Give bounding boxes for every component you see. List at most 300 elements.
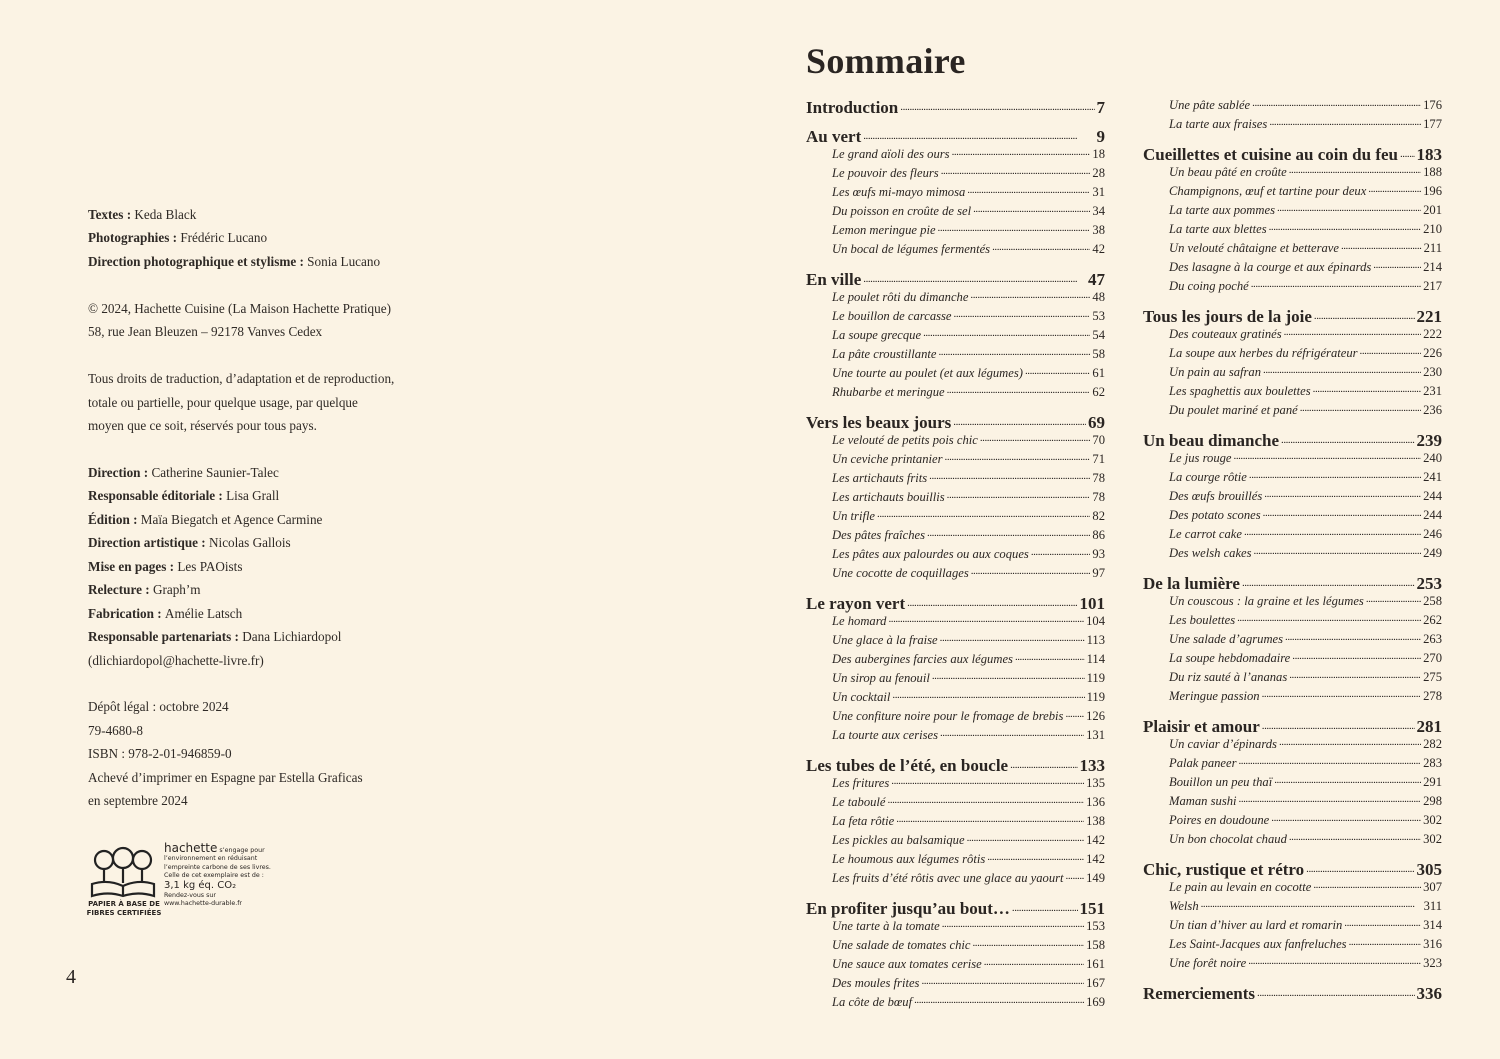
toc-entry[interactable] [806,450,1105,469]
toc-section [806,125,1105,259]
entry-page: 244 [1423,489,1442,503]
toc-entry[interactable] [1143,611,1442,630]
entry-title: Du coing poché [1169,279,1249,293]
entry-title: Un ceviche printanier [832,452,943,466]
dot-leader [973,936,1085,949]
toc-entry[interactable] [1143,258,1442,277]
toc-entry[interactable] [1143,735,1442,754]
entry-title: Meringue passion [1169,689,1260,703]
toc-entry[interactable] [806,812,1105,831]
credit-line [88,320,394,343]
entry-page: 97 [1092,566,1105,580]
dot-leader [1263,363,1421,376]
entry-page: 307 [1423,880,1442,894]
credit-label: Relecture : [88,582,153,598]
entry-title: Une confiture noire pour le fromage de brebis [832,709,1064,723]
entry-title: Le houmous aux légumes rôtis [832,852,986,866]
entry-page: 18 [1092,147,1105,161]
entry-title: La pâte croustillante [832,347,937,361]
dot-leader [1031,545,1091,558]
entry-page: 258 [1423,594,1442,608]
toc-section-heading[interactable] [806,592,1105,612]
entry-page: 226 [1423,346,1442,360]
entry-title: Les Saint-Jacques aux fanfreluches [1169,937,1347,951]
credit-value: moyen que ce soit, réservés pour tous pays. [88,418,317,434]
entry-title: La courge rôtie [1169,470,1247,484]
entry-title: Des welsh cakes [1169,546,1252,560]
entry-title: Du poisson en croûte de sel [832,204,972,218]
entry-title: Le jus rouge [1169,451,1232,465]
credits-block [88,203,394,813]
trees-book-icon [88,846,158,898]
dot-leader [1269,115,1421,128]
section-title: Les tubes de l’été, en boucle [806,756,1009,775]
toc-section [806,96,1105,116]
credit-label: Édition : [88,511,141,527]
dot-leader [1341,239,1422,252]
toc-entry[interactable] [1143,382,1442,401]
credit-line [88,695,394,718]
entry-title: Les fritures [832,776,890,790]
entry-page: 70 [1092,433,1105,447]
entry-page: 249 [1423,546,1442,560]
toc-entry[interactable] [806,183,1105,202]
entry-page: 31 [1092,185,1105,199]
dot-leader [1244,525,1421,538]
toc-entry[interactable] [1143,468,1442,487]
toc-entry[interactable] [806,202,1105,221]
toc-entry[interactable] [806,145,1105,164]
entry-title: Un pain au safran [1169,365,1262,379]
entry-title: Rhubarbe et meringue [832,385,945,399]
toc-section [1143,715,1442,849]
dot-leader [896,812,1084,825]
toc-entry[interactable] [806,545,1105,564]
section-page: 7 [1096,98,1105,117]
toc-section-heading[interactable] [806,125,1105,145]
toc-entry[interactable] [1143,630,1442,649]
toc-entry[interactable] [806,917,1105,936]
entry-page: 176 [1423,98,1442,112]
credit-value: Achevé d’imprimer en Espagne par Estella Graficas [88,769,363,785]
entry-page: 28 [1092,166,1105,180]
credit-label: Responsable éditoriale : [88,488,227,504]
toc-entry[interactable] [1143,544,1442,563]
toc-section [1143,982,1442,1002]
entry-title: Le bouillon de carcasse [832,309,952,323]
toc-entry[interactable] [806,869,1105,888]
entry-title: Bouillon un peu thaï [1169,775,1273,789]
entry-title: Une cocotte de coquillages [832,566,969,580]
toc-entry[interactable] [806,307,1105,326]
credit-line [88,508,394,531]
dot-leader [1251,277,1421,290]
credit-line [88,391,394,414]
entry-page: 42 [1092,242,1105,256]
toc-entry[interactable] [806,936,1105,955]
entry-title: Une forêt noire [1169,956,1247,970]
credit-line [88,766,394,789]
dot-leader [921,974,1084,987]
toc-entry[interactable] [1143,325,1442,344]
entry-title: Les œufs mi-mayo mimosa [832,185,966,199]
toc-section [806,268,1105,402]
toc-entry[interactable] [806,650,1105,669]
dot-leader [1289,830,1421,843]
section-page: 221 [1416,307,1442,326]
dot-leader [1248,954,1421,967]
section-page: 151 [1079,899,1105,918]
toc-entry[interactable] [806,707,1105,726]
entry-title: Des couteaux gratinés [1169,327,1282,341]
toc-entry[interactable] [806,326,1105,345]
toc-entry[interactable] [1143,182,1442,201]
toc-entry[interactable] [1143,449,1442,468]
hachette-logo: hachette [164,841,218,855]
toc-entry[interactable] [806,564,1105,583]
toc-section-heading[interactable] [1143,429,1442,449]
dot-leader [1242,572,1415,589]
toc-entry[interactable] [806,688,1105,707]
toc-section [1143,96,1442,134]
entry-page: 93 [1092,547,1105,561]
dot-leader [973,202,1090,215]
toc-entry[interactable] [1143,201,1442,220]
toc-entry[interactable] [1143,220,1442,239]
section-page: 281 [1416,717,1442,736]
spacer [88,672,394,695]
entry-title: Lemon meringue pie [832,223,936,237]
entry-page: 53 [1092,309,1105,323]
dot-leader [940,631,1085,644]
section-title: Vers les beaux jours [806,413,952,432]
entry-title: Les artichauts bouillis [832,490,945,504]
toc-entry[interactable] [1143,96,1442,115]
entry-title: Une salade d’agrumes [1169,632,1284,646]
entry-title: La tourte aux cerises [832,728,938,742]
paper-certified-text: PAPIER À BASE DE FIBRES CERTIFIÉES [86,900,162,917]
toc-section-heading[interactable] [1143,305,1442,325]
entry-title: Les fruits d’été rôtis avec une glace au yaourt [832,871,1064,885]
toc-entry[interactable] [806,431,1105,450]
toc-entry[interactable] [806,631,1105,650]
spacer [88,273,394,296]
dot-leader [892,688,1084,701]
credit-line [88,719,394,742]
dot-leader [987,850,1084,863]
section-title: Chic, rustique et rétro [1143,860,1305,879]
credit-value: Keda Black [134,207,197,222]
toc-entry[interactable] [1143,649,1442,668]
toc-entry[interactable] [806,240,1105,259]
credit-value: Dépôt légal : octobre 2024 [88,699,229,715]
credit-line [88,484,394,507]
toc-section [1143,429,1442,563]
section-page: 101 [1079,594,1105,613]
toc-entry[interactable] [806,288,1105,307]
credit-line [88,531,394,554]
entry-title: Un beau pâté en croûte [1169,165,1287,179]
dot-leader [1263,506,1421,519]
entry-title: La tarte aux pommes [1169,203,1275,217]
credit-line [88,367,394,390]
entry-page: 241 [1423,470,1442,484]
dot-leader [940,726,1084,739]
entry-title: Welsh [1169,899,1199,913]
toc-section [1143,572,1442,706]
dot-leader [1201,897,1422,910]
entry-title: Un sirop au fenouil [832,671,930,685]
entry-page: 298 [1423,794,1442,808]
entry-page: 217 [1423,279,1442,293]
entry-title: Un caviar d’épinards [1169,737,1277,751]
dot-leader [941,164,1091,177]
toc-entry[interactable] [1143,239,1442,258]
entry-title: Le poulet rôti du dimanche [832,290,969,304]
entry-page: 275 [1423,670,1442,684]
toc-entry[interactable] [1143,754,1442,773]
toc-entry[interactable] [1143,687,1442,706]
toc-entry[interactable] [806,669,1105,688]
dot-leader [1349,935,1422,948]
spacer [88,344,394,367]
dot-leader [1252,96,1421,109]
toc-entry[interactable] [806,164,1105,183]
toc-section-heading[interactable] [806,268,1105,288]
section-title: En ville [806,270,862,289]
toc-entry[interactable] [806,955,1105,974]
credit-line [88,226,394,249]
entry-title: Le homard [832,614,887,628]
section-title: Tous les jours de la joie [1143,307,1312,326]
credit-value: Sonia Lucano [307,253,381,269]
toc-entry[interactable] [806,612,1105,631]
dot-leader [1274,773,1421,786]
entry-page: 78 [1092,471,1105,485]
credit-label: Direction : [88,464,152,480]
entry-title: Des pâtes fraîches [832,528,926,542]
dot-leader [1249,468,1421,481]
toc-section-heading[interactable] [1143,572,1442,592]
dot-leader [929,469,1090,482]
dot-leader [1012,897,1078,914]
toc-entry[interactable] [806,345,1105,364]
entry-page: 169 [1086,995,1105,1009]
toc-entry[interactable] [806,488,1105,507]
toc-entry[interactable] [806,774,1105,793]
entry-title: Les pâtes aux palourdes ou aux coques [832,547,1029,561]
entry-page: 240 [1423,451,1442,465]
entry-page: 138 [1086,814,1105,828]
entry-title: Une tourte au poulet (et aux légumes) [832,366,1023,380]
toc-section-heading[interactable] [806,96,1105,116]
credit-line [88,602,394,625]
entry-title: Une sauce aux tomates cerise [832,957,982,971]
toc-entry[interactable] [1143,115,1442,134]
toc-entry[interactable] [1143,163,1442,182]
credit-value: ISBN : 978-2-01-946859-0 [88,746,232,762]
toc-entry[interactable] [806,507,1105,526]
entry-title: La tarte aux fraises [1169,117,1268,131]
dot-leader [1279,735,1421,748]
dot-leader [1400,143,1415,160]
toc-entry[interactable] [806,993,1105,1012]
toc-entry[interactable] [1143,830,1442,849]
eco-label [86,841,286,924]
toc-section-heading[interactable] [806,754,1105,774]
dot-leader [947,488,1091,501]
dot-leader [1025,364,1090,377]
dot-leader [1344,916,1421,929]
entry-page: 311 [1423,899,1442,913]
dot-leader [954,307,1091,320]
section-page: 69 [1088,413,1105,432]
dot-leader [1285,630,1421,643]
toc-entry[interactable] [806,974,1105,993]
section-title: Remerciements [1143,984,1256,1003]
entry-title: La soupe grecque [832,328,922,342]
credit-value: Nicolas Gallois [209,535,291,551]
dot-leader [1373,258,1421,271]
credit-line [88,297,394,320]
entry-title: Une pâte sablée [1169,98,1251,112]
dot-leader [1264,487,1421,500]
dot-leader [953,411,1086,428]
credit-line [88,250,394,273]
dot-leader [947,383,1091,396]
section-title: En profiter jusqu’au bout… [806,899,1010,918]
entry-title: Un velouté châtaigne et betterave [1169,241,1339,255]
toc-entry[interactable] [806,850,1105,869]
entry-page: 119 [1086,690,1105,704]
dot-leader [923,326,1090,339]
dot-leader [1368,182,1421,195]
toc-section-heading[interactable] [1143,982,1442,1002]
toc-section [1143,143,1442,296]
toc-entry[interactable] [806,364,1105,383]
credit-label: Mise en pages : [88,558,178,574]
toc-entry[interactable] [806,526,1105,545]
dot-leader [1239,792,1422,805]
entry-page: 231 [1423,384,1442,398]
entry-title: La soupe aux herbes du réfrigérateur [1169,346,1358,360]
toc-entry[interactable] [1143,668,1442,687]
section-title: Au vert [806,127,862,146]
entry-page: 104 [1086,614,1105,628]
toc-entry[interactable] [1143,401,1442,420]
credit-value: © 2024, Hachette Cuisine (La Maison Hachette Pratique) [88,300,391,316]
credit-value: (dlichiardopol@hachette-livre.fr) [88,652,264,668]
credit-value: 58, rue Jean Bleuzen – 92178 Vanves Cedex [88,324,323,340]
credit-label: Direction artistique : [88,535,209,551]
toc-entry[interactable] [1143,878,1442,897]
credit-line [88,414,394,437]
credit-value: Tous droits de traduction, d’adaptation et de reproduction, [88,371,395,387]
toc-entry[interactable] [1143,916,1442,935]
dot-leader [863,125,1094,142]
dot-leader [907,592,1077,609]
toc-entry[interactable] [1143,525,1442,544]
toc-entry[interactable] [1143,487,1442,506]
entry-title: Du riz sauté à l’ananas [1169,670,1288,684]
toc-entry[interactable] [1143,344,1442,363]
dot-leader [1262,715,1415,732]
toc-entry[interactable] [1143,811,1442,830]
toc-entry[interactable] [806,831,1105,850]
credit-value: Dana Lichiardopol [242,629,342,645]
toc-entry[interactable] [1143,277,1442,296]
toc-entry[interactable] [1143,592,1442,611]
section-page: 9 [1096,127,1105,146]
toc-entry[interactable] [1143,773,1442,792]
entry-title: Les artichauts frits [832,471,928,485]
dot-leader [888,612,1084,625]
credit-value: en septembre 2024 [88,793,188,809]
entry-page: 244 [1423,508,1442,522]
toc-entry[interactable] [806,383,1105,402]
section-title: Le rayon vert [806,594,906,613]
entry-page: 136 [1086,795,1105,809]
entry-title: Une salade de tomates chic [832,938,971,952]
section-title: Introduction [806,98,899,117]
toc-section-heading[interactable] [1143,715,1442,735]
credit-value: Amélie Latsch [164,605,243,621]
entry-title: Le taboulé [832,795,886,809]
toc-entry[interactable] [806,221,1105,240]
entry-page: 282 [1423,737,1442,751]
section-title: Un beau dimanche [1143,431,1280,450]
entry-title: Maman sushi [1169,794,1237,808]
section-title: De la lumière [1143,574,1240,593]
toc-section-heading[interactable] [1143,143,1442,163]
dot-leader [1237,611,1421,624]
entry-page: 201 [1423,203,1442,217]
toc-entry[interactable] [1143,363,1442,382]
entry-page: 71 [1092,452,1105,466]
entry-page: 135 [1086,776,1105,790]
entry-page: 158 [1086,938,1105,952]
entry-page: 230 [1423,365,1442,379]
credit-value: Les PAOists [177,558,243,574]
entry-page: 62 [1092,385,1105,399]
entry-page: 314 [1423,918,1442,932]
toc-entry[interactable] [1143,897,1442,916]
dot-leader [1015,650,1085,663]
entry-page: 126 [1086,709,1105,723]
dot-leader [927,526,1090,539]
toc-section-heading[interactable] [806,897,1105,917]
toc-entry[interactable] [1143,954,1442,973]
dot-leader [1234,449,1422,462]
dot-leader [1262,687,1422,700]
toc-section-heading[interactable] [806,411,1105,431]
entry-title: Le pouvoir des fleurs [832,166,939,180]
toc-entry[interactable] [806,793,1105,812]
toc-entry[interactable] [1143,935,1442,954]
entry-page: 61 [1092,366,1105,380]
toc-section-heading[interactable] [1143,858,1442,878]
entry-title: Du poulet mariné et pané [1169,403,1298,417]
toc-entry[interactable] [1143,792,1442,811]
toc-entry[interactable] [1143,506,1442,525]
credit-line [88,649,394,672]
dot-leader [877,507,1090,520]
entry-title: Une tarte à la tomate [832,919,940,933]
toc-entry[interactable] [806,469,1105,488]
entry-page: 153 [1086,919,1105,933]
toc-entry[interactable] [806,726,1105,745]
entry-page: 54 [1092,328,1105,342]
